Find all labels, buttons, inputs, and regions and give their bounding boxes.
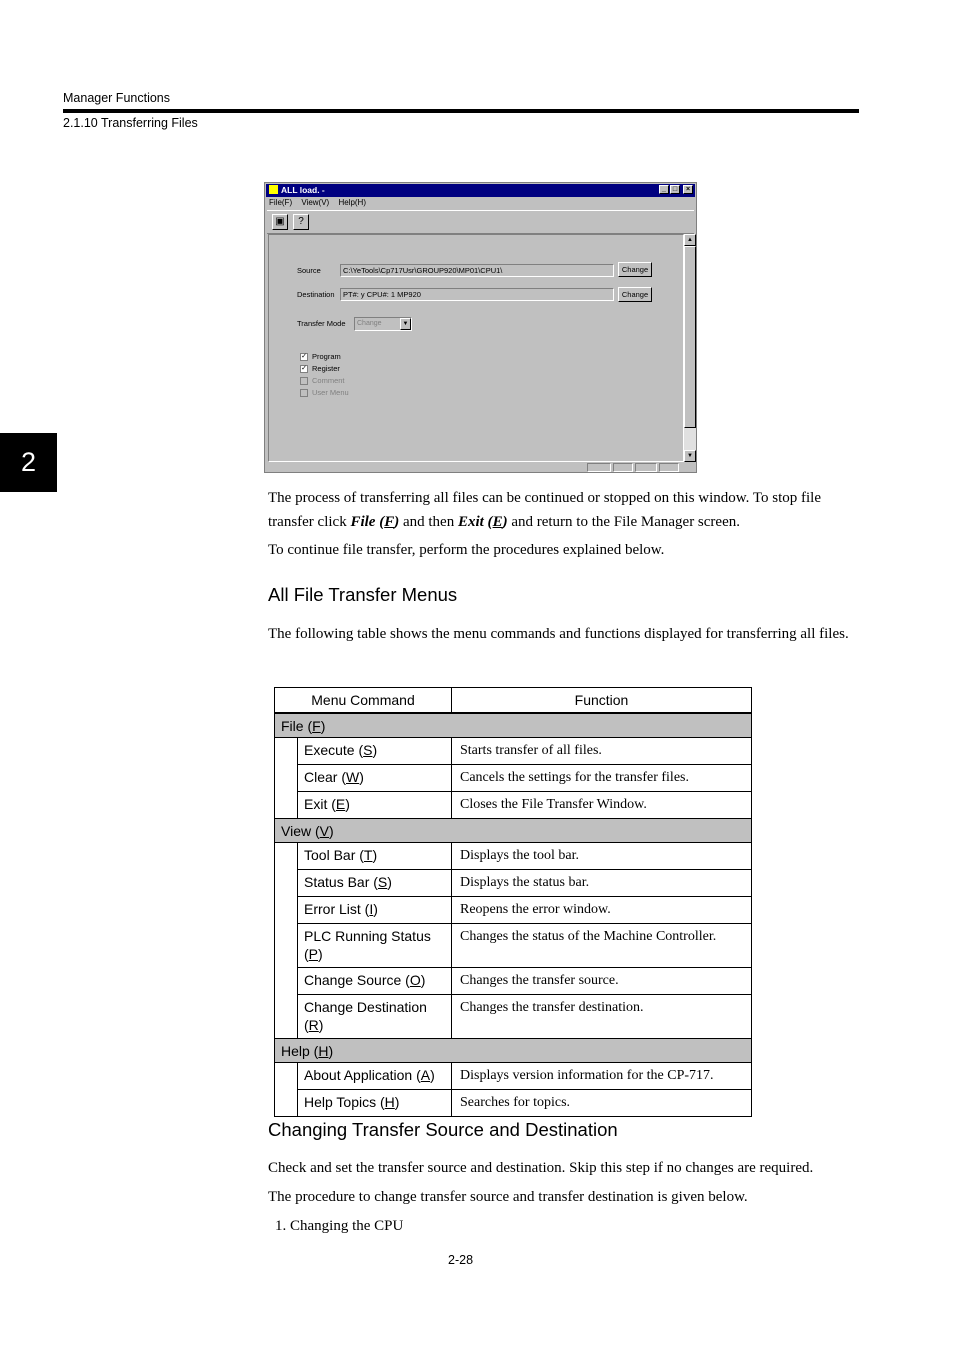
running-header-subsection: 2.1.10 Transferring Files <box>63 116 198 130</box>
column-header-command: Menu Command <box>275 688 452 714</box>
scroll-up-icon: ▲ <box>684 234 696 246</box>
source-label: Source <box>297 266 321 275</box>
function-cell: Changes the status of the Machine Controller. <box>452 924 752 968</box>
table-group-row <box>275 819 752 843</box>
page-number: 2-28 <box>448 1253 474 1267</box>
window-titlebar <box>266 184 695 197</box>
menu-command-cell: Tool Bar (T) <box>298 843 452 870</box>
table-row <box>275 870 752 897</box>
destination-field: PT#: y CPU#: 1 MP920 <box>340 288 614 301</box>
execute-icon: ▣ <box>272 214 288 230</box>
group-label: File (F) <box>275 713 752 738</box>
column-header-function: Function <box>452 688 752 714</box>
function-cell: Searches for topics. <box>452 1090 752 1117</box>
source-field: C:\YeTools\Cp717Usr\GROUP920\MP01\CPU1\ <box>340 264 614 277</box>
window-toolbar <box>267 210 694 234</box>
table-row <box>275 1063 752 1090</box>
help-icon: ? <box>293 214 309 230</box>
transfer-mode-label: Transfer Mode <box>297 319 346 328</box>
menu-command-table <box>274 687 752 1117</box>
intro-paragraph-1: The process of transferring all files can be continued or stopped on this window. To stop file transfer click File (F) and then Exit (E) and return to the File Manager screen. <box>268 490 821 530</box>
close-icon: × <box>683 185 693 194</box>
destination-change-button: Change <box>618 287 652 302</box>
section-heading-menus: All File Transfer Menus <box>268 584 458 605</box>
running-header-section: Manager Functions <box>63 91 171 105</box>
check-icon: ✓ <box>301 353 307 360</box>
section-change-paragraph-2: The procedure to change transfer source and transfer destination is given below. <box>268 1189 748 1205</box>
app-icon <box>269 185 278 194</box>
menu-command-cell: Change Source (O) <box>298 968 452 995</box>
window-title: ALL load. - <box>281 185 325 195</box>
group-label: View (V) <box>275 819 752 843</box>
destination-label: Destination <box>297 290 335 299</box>
function-cell: Changes the transfer destination. <box>452 995 752 1039</box>
function-cell: Starts transfer of all files. <box>452 738 752 765</box>
menu-help: Help(H) <box>338 198 366 207</box>
chapter-tab: 2 <box>0 433 57 492</box>
window-statusbar <box>267 463 694 472</box>
menu-command-cell: About Application (A) <box>298 1063 452 1090</box>
table-row <box>275 738 752 765</box>
transfer-mode-select <box>354 317 412 331</box>
menu-command-cell: PLC Running Status (P) <box>298 924 452 968</box>
scroll-thumb <box>684 246 696 428</box>
table-group-row <box>275 713 752 738</box>
function-cell: Closes the File Transfer Window. <box>452 792 752 819</box>
menu-command-cell: Execute (S) <box>298 738 452 765</box>
scroll-down-icon: ▼ <box>684 450 696 462</box>
section-menus-text: The following table shows the menu commands and functions displayed for transferring all files. <box>268 626 849 642</box>
source-change-button: Change <box>618 262 652 277</box>
vertical-scrollbar <box>684 234 696 462</box>
function-cell: Displays the status bar. <box>452 870 752 897</box>
menu-file: File(F) <box>269 198 293 207</box>
menu-command-cell: Help Topics (H) <box>298 1090 452 1117</box>
group-label: Help (H) <box>275 1039 752 1063</box>
minimize-icon: _ <box>659 185 669 194</box>
intro-paragraph-2: To continue file transfer, perform the procedures explained below. <box>268 542 665 558</box>
table-row <box>275 792 752 819</box>
menu-command-cell: Status Bar (S) <box>298 870 452 897</box>
table-row <box>275 843 752 870</box>
step-1: 1. Changing the CPU <box>275 1218 404 1234</box>
function-cell: Displays version information for the CP-717. <box>452 1063 752 1090</box>
function-cell: Cancels the settings for the transfer files. <box>452 765 752 792</box>
menu-command-cell: Exit (E) <box>298 792 452 819</box>
function-cell: Reopens the error window. <box>452 897 752 924</box>
table-row <box>275 897 752 924</box>
function-cell: Displays the tool bar. <box>452 843 752 870</box>
table-group-row <box>275 1039 752 1063</box>
table-row <box>275 1090 752 1117</box>
maximize-icon: □ <box>670 185 680 194</box>
menu-command-cell: Error List (I) <box>298 897 452 924</box>
section-change-paragraph-1: Check and set the transfer source and destination. Skip this step if no changes are required. <box>268 1160 814 1176</box>
menu-view: View(V) <box>301 198 330 207</box>
transfer-mode-value: Change <box>357 320 382 327</box>
menu-command-cell: Change Destination (R) <box>298 995 452 1039</box>
table-row <box>275 995 752 1039</box>
window-client-area: Source C:\YeTools\Cp717Usr\GROUP920\MP01\CPU1\ Change Destination PT#: y CPU#: 1 MP920 Change Transfer Mode Change ▼ ✓ Program ✓ Register Comment User Menu <box>268 234 684 462</box>
all-load-window-screenshot <box>264 182 697 473</box>
table-row <box>275 968 752 995</box>
chevron-down-icon: ▼ <box>400 318 411 330</box>
function-cell: Changes the transfer source. <box>452 968 752 995</box>
table-row <box>275 765 752 792</box>
table-row <box>275 924 752 968</box>
header-rule <box>63 109 859 113</box>
check-icon: ✓ <box>301 365 307 372</box>
menu-command-cell: Clear (W) <box>298 765 452 792</box>
section-heading-change: Changing Transfer Source and Destination <box>268 1119 618 1140</box>
window-menubar <box>269 198 373 207</box>
